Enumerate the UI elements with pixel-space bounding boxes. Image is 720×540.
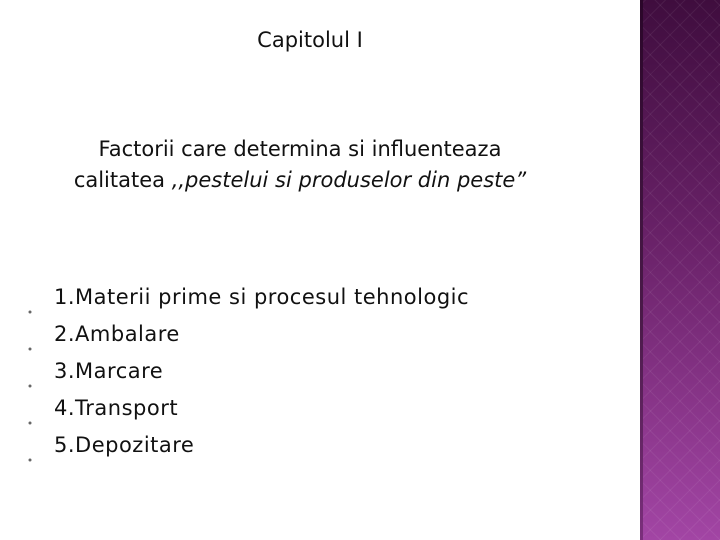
list-item — [28, 278, 469, 315]
list-item-label: 1.Materii prime si procesul tehnologic — [54, 284, 470, 309]
subtitle-line-2-italic: ,,pestelui si produselor din peste” — [171, 168, 527, 192]
decorative-panel-edge — [640, 0, 643, 540]
bullet-icon — [28, 404, 32, 408]
list-item-label: 2.Ambalare — [54, 321, 180, 346]
subtitle-line-2 — [0, 165, 600, 196]
list-item-label: 3.Marcare — [54, 358, 164, 383]
list-item — [28, 315, 469, 352]
slide-title: Capitolul I — [257, 28, 363, 52]
list-item — [28, 426, 469, 463]
list-item — [28, 389, 469, 426]
subtitle-line-2-plain: calitatea — [73, 168, 172, 192]
subtitle-line-1: Factorii care determina si influenteaza — [98, 137, 502, 161]
bullet-icon — [28, 441, 32, 445]
list-item-label: 4.Transport — [54, 395, 179, 420]
decorative-side-panel — [640, 0, 720, 540]
slide-subtitle — [0, 134, 600, 196]
bullet-icon — [28, 330, 32, 334]
bullet-icon — [28, 293, 32, 297]
bullet-list — [28, 278, 469, 463]
list-item — [28, 352, 469, 389]
bullet-icon — [28, 367, 32, 371]
list-item-label: 5.Depozitare — [54, 432, 195, 457]
